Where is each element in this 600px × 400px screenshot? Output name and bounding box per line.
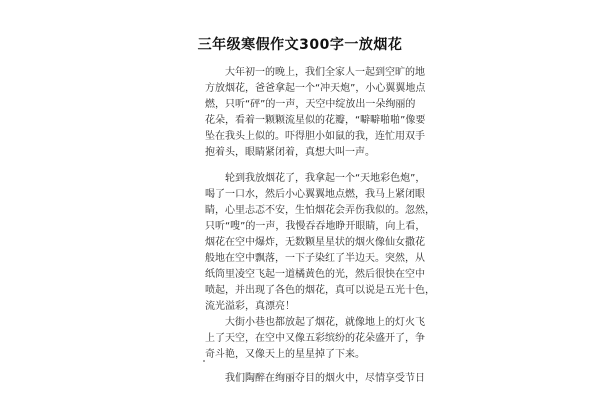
paragraph-line: 纸筒里凌空飞起一道橘黄色的光，然后很快在空中: [205, 269, 425, 280]
paragraph-line: 燃，只听“砰”的一声，天空中绽放出一朵绚丽的: [205, 99, 416, 110]
paragraph-line: 只听“嗖”的一声，我慢吞吞地睁开眼睛，向上看，: [205, 221, 426, 232]
paragraph-line: 方放烟花，爸爸拿起一个“冲天炮”，小心翼翼地点: [205, 83, 426, 94]
paragraph-line: 我们陶醉在绚丽夺目的烟火中，尽情享受节日: [205, 373, 425, 384]
paragraph-line: 大年初一的晚上，我们全家人一起到空旷的地: [205, 67, 425, 78]
paragraph-line: 上了天空，在空中又像五彩缤纷的花朵盛开了，争: [205, 333, 425, 344]
paragraph-line: 轮到我放烟花了，我拿起一个“天地彩色炮”，: [205, 173, 426, 184]
paragraph-line: 流光溢彩，真漂亮！: [205, 301, 295, 312]
paragraph-line: 睛，心里忐忑不安，生怕烟花会弄伤我似的。忽然，: [205, 205, 435, 216]
scan-speck: [203, 360, 205, 362]
paragraph-line: 喷起，并出现了各色的烟花，真可以说是五光十色，: [205, 285, 435, 296]
paragraph-line: 烟花在空中爆炸，无数颗星星状的烟火像仙女撒花: [205, 237, 425, 248]
paragraph-line: 喝了一口水，然后小心翼翼地点燃，我马上紧闭眼: [205, 189, 425, 200]
paragraph-line: 大街小巷也都放起了烟花，就像地上的灯火飞: [205, 317, 425, 328]
paragraph-line: 般地在空中飘落，一下子染红了半边天。突然，从: [205, 253, 425, 264]
paragraph-line: 坠在我头上似的。吓得胆小如鼠的我，连忙用双手: [205, 131, 425, 142]
paragraph-line: 奇斗艳，又像天上的星星掉了下来。: [205, 349, 365, 360]
document-title: 三年级寒假作文300字一放烟花: [197, 37, 403, 53]
paragraph-line: 抱着头，眼睛紧闭着，真想大叫一声。: [205, 147, 375, 158]
paragraph-line: 花朵，看着一颗颗流星似的花瓣，“噼噼啪啪”像要: [205, 115, 426, 126]
